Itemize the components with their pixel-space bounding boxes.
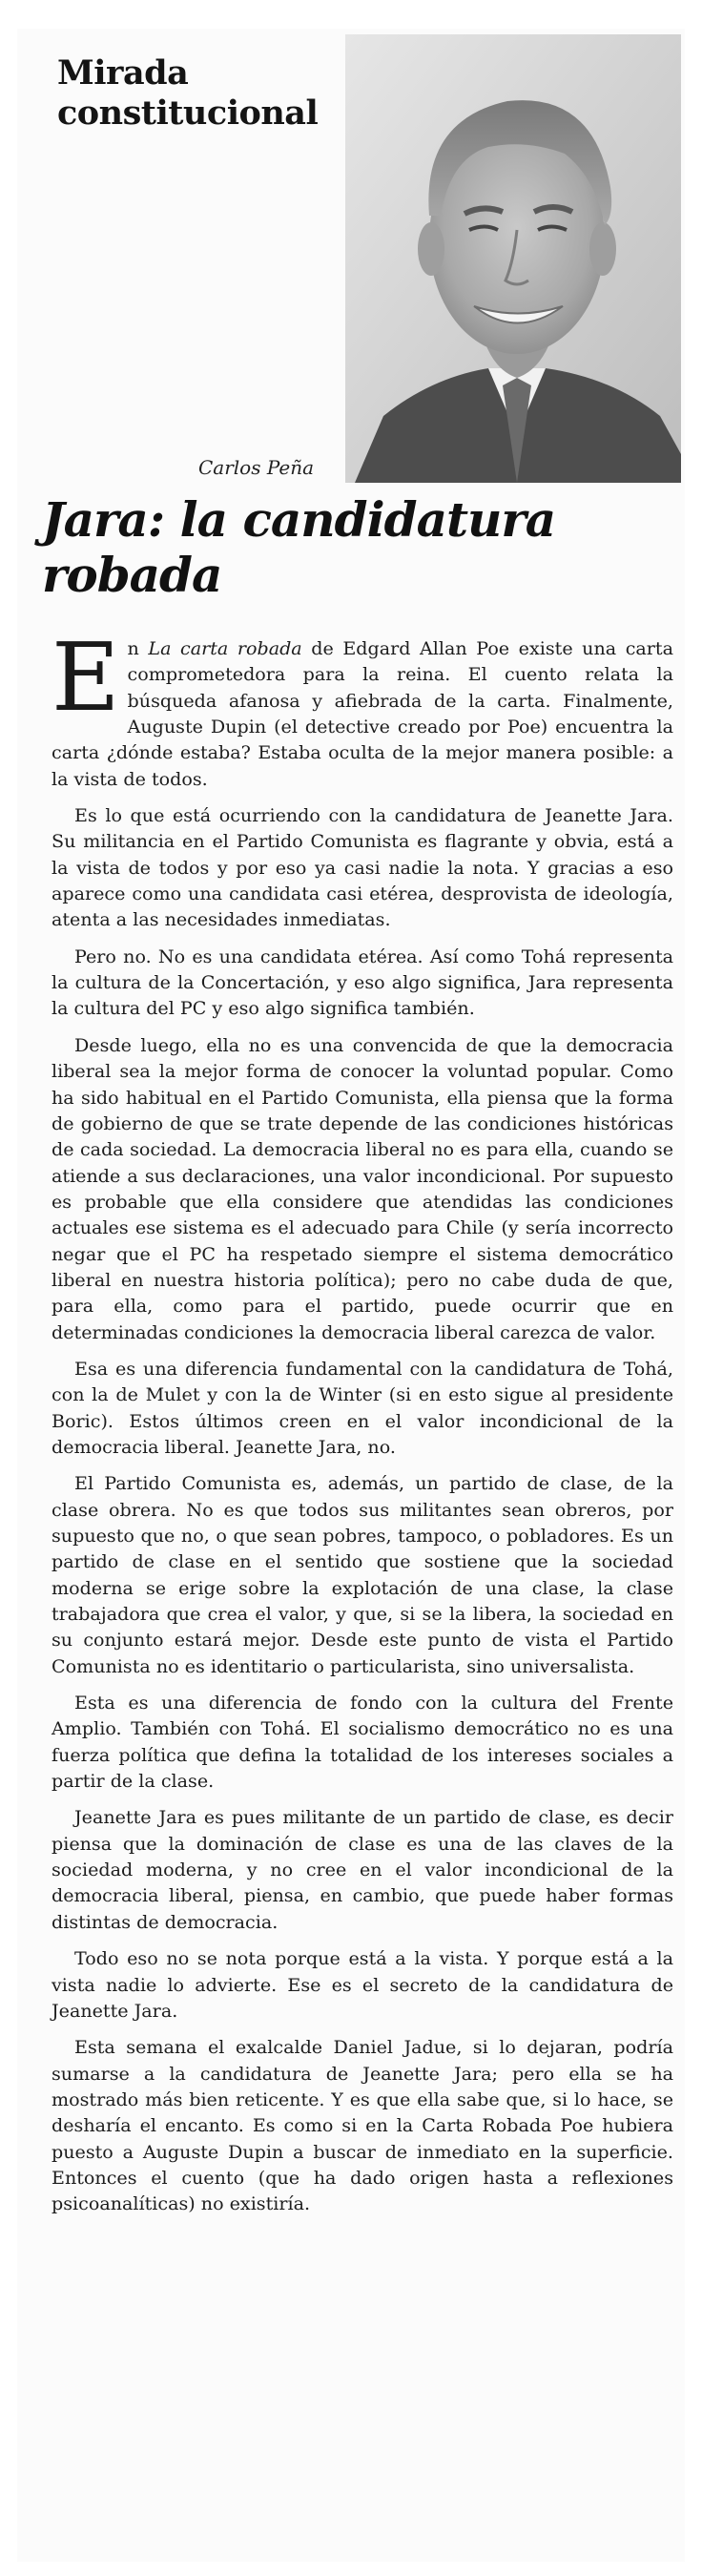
lead-paragraph bbox=[52, 624, 673, 792]
section-label-line2: constitucional bbox=[57, 93, 319, 133]
dropcap: E bbox=[52, 624, 120, 733]
author-portrait-illustration bbox=[345, 34, 681, 483]
paragraph: Jeanette Jara es pues militante de un partido de clase, es decir piensa que la dominación de clase es una de las claves de la sociedad moderna, y no cree en el valor incondicional de la democracia liberal, piensa, en cambio, que puede haber formas distintas de democracia. bbox=[52, 1806, 673, 1933]
article-body bbox=[52, 624, 673, 2228]
section-label-line1: Mirada bbox=[57, 53, 189, 93]
section-label bbox=[57, 53, 343, 134]
paragraph: Es lo que está ocurriendo con la candidatura de Jeanette Jara. Su militancia en el Partido Comunista es flagrante y obvia, está a la vista de todos y por eso ya casi nadie la nota. Y gracias a eso aparece como una candidata casi etérea, desprovista de ideología, atenta a las necesidades inmediatas. bbox=[52, 804, 673, 931]
headline: Jara: la candidatura robada bbox=[42, 491, 556, 603]
newspaper-column bbox=[17, 29, 685, 2562]
paragraph: Esta semana el exalcalde Daniel Jadue, si lo dejaran, podría sumarse a la candidatura de Jeanette Jara; pero ella se ha mostrado más bien reticente. Y es que ella sabe que, si lo hace, se desharía el encanto. Es como si en la Carta Robada Poe hubiera puesto a Auguste Dupin a buscar de inmediato en la superficie. Entonces el cuento (que ha dado origen hasta a reflexiones psicoanalíticas) no existiría. bbox=[52, 2036, 673, 2215]
lead-text-start: n bbox=[127, 637, 149, 659]
author-photo bbox=[345, 34, 681, 483]
author-byline: Carlos Peña bbox=[198, 456, 315, 479]
paragraph: Pero no. No es una candidata etérea. Así como Tohá representa la cultura de la Concertación, y eso algo significa, Jara representa la cultura del PC y eso algo significa también. bbox=[52, 945, 673, 1020]
book-title: La carta robada bbox=[148, 637, 302, 659]
paragraph: Desde luego, ella no es una convencida de que la democracia liberal sea la mejor forma de conocer la voluntad popular. Como ha sido habitual en el Partido Comunista, ella piensa que la forma de gobierno de que se trate depende de las condiciones históricas de cada sociedad. La democracia liberal no es para ella, cuando se atiende a sus declaraciones, una valor incondicional. Por supuesto es probable que ella considere que atendidas las condiciones actuales ese sistema es el adecuado para Chile (y sería incorrecto negar que el PC ha respetado siempre el sistema democrático liberal en nuestra historia política); pero no cabe duda de que, para ella, como para el partido, puede ocurrir que en determinadas condiciones la democracia liberal carezca de valor. bbox=[52, 1033, 673, 1343]
paragraph: Esa es una diferencia fundamental con la candidatura de Tohá, con la de Mulet y con la de Winter (si en esto sigue al presidente Boric). Estos últimos creen en el valor incondicional de la democracia liberal. Jeanette Jara, no. bbox=[52, 1357, 673, 1458]
paragraph: Esta es una diferencia de fondo con la cultura del Frente Amplio. También con Tohá. El socialismo democrático no es una fuerza política que defina la totalidad de los intereses sociales a partir de la clase. bbox=[52, 1692, 673, 1793]
column-header bbox=[31, 34, 681, 483]
lead-text-rest: de Edgard Allan Poe existe una carta comprometedora para la reina. El cuento relata la búsqueda afanosa y afiebrada de la carta. Finalmente, Auguste Dupin (el detective creado por Poe) encuentra la carta ¿dónde estaba? Estaba oculta de la mejor manera posible: a la vista de todos. bbox=[52, 637, 673, 790]
paragraph: El Partido Comunista es, además, un partido de clase, de la clase obrera. No es que todos sus militantes sean obreros, por supuesto que no, o que sean pobres, tampoco, o pobladores. Es un partido de clase en el sentido que sostiene que la sociedad moderna se erige sobre la explotación de una clase, la clase trabajadora que crea el valor, y que, si se la libera, la sociedad en su conjunto estará mejor. Desde este punto de vista el Partido Comunista no es identitario o particularista, sino universalista. bbox=[52, 1472, 673, 1677]
paragraph: Todo eso no se nota porque está a la vista. Y porque está a la vista nadie lo advierte. Ese es el secreto de la candidatura de Jeanette Jara. bbox=[52, 1947, 673, 2022]
